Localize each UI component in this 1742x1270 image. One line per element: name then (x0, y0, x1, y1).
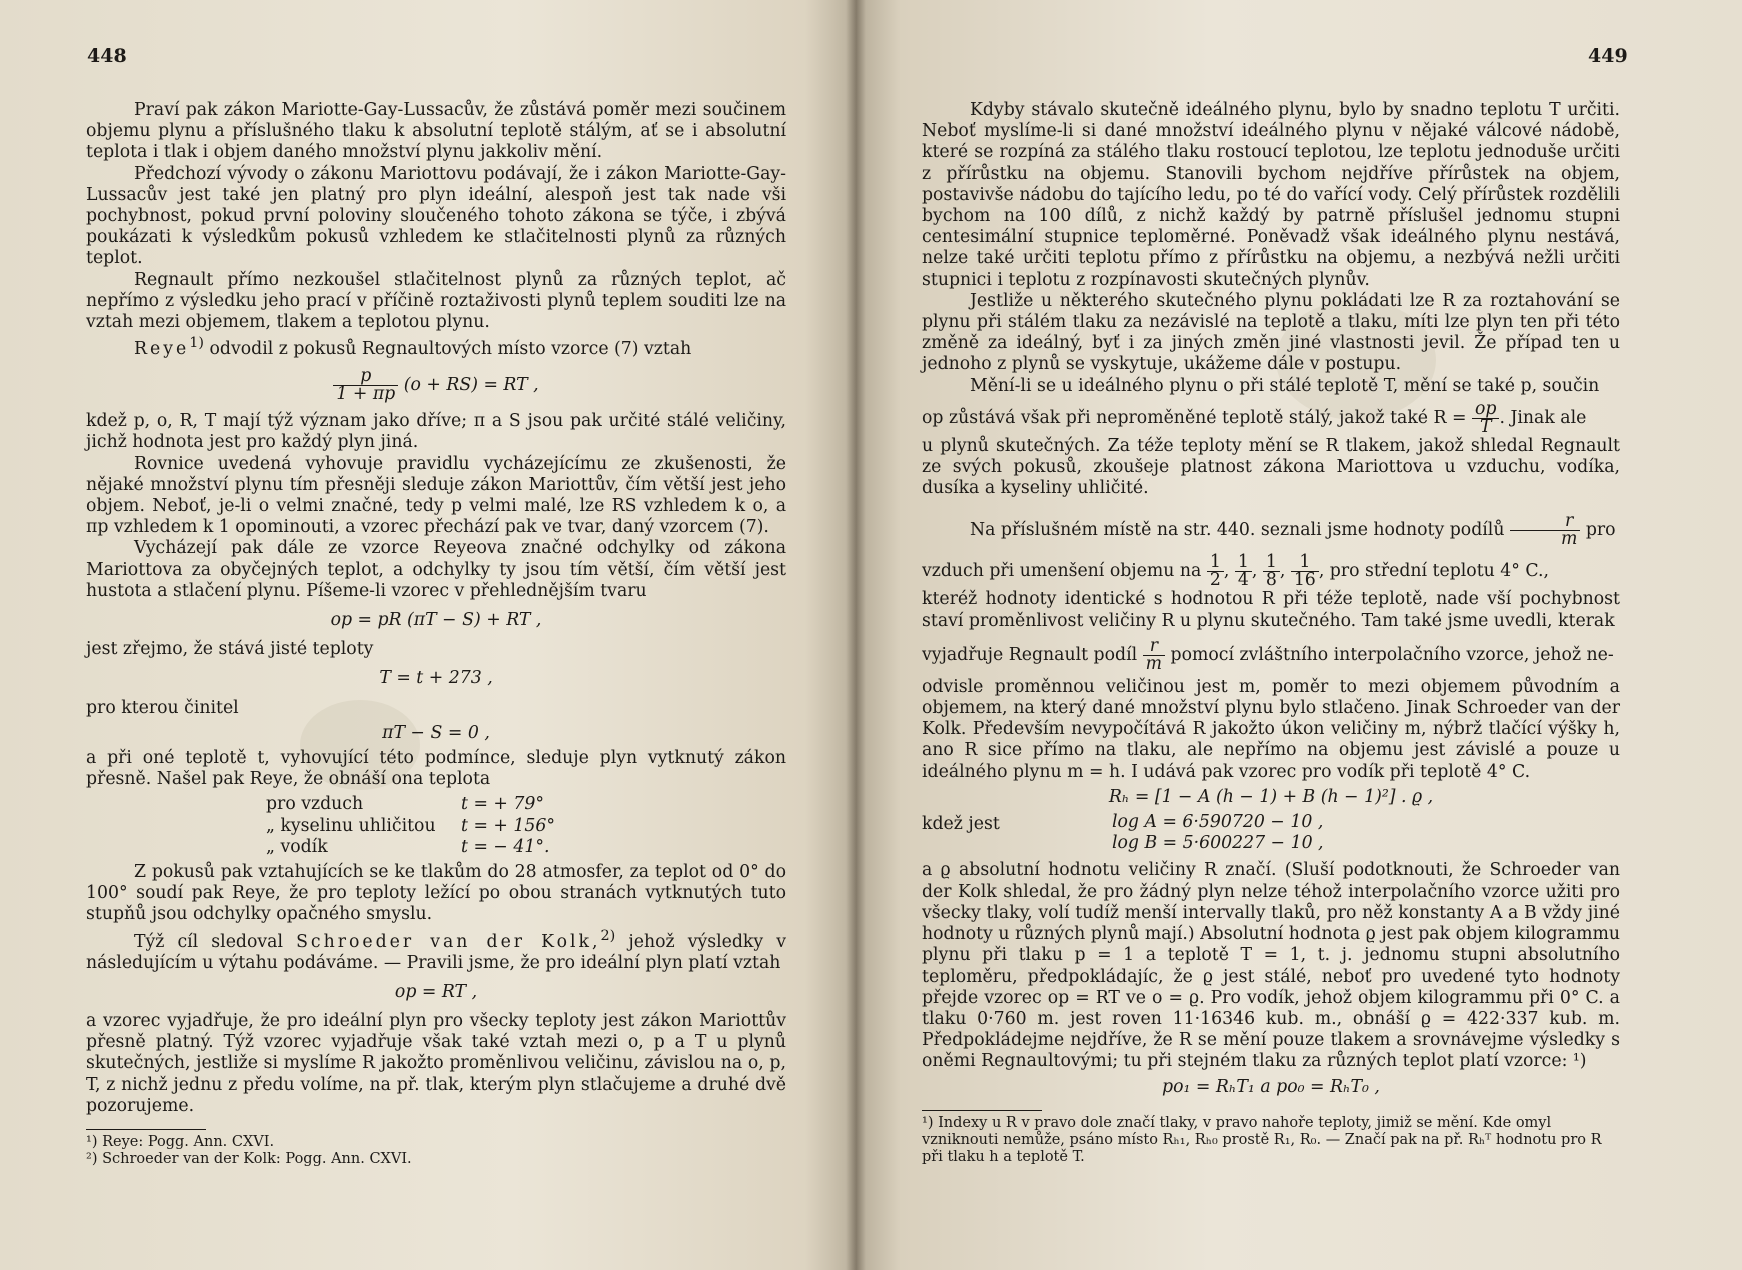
equation (86, 982, 786, 1003)
fraction-denominator: 1 + πp (336, 384, 396, 405)
equation-label: kdež jest (922, 814, 1000, 835)
paragraph (922, 513, 1620, 548)
left-page (0, 0, 856, 1270)
paragraph: Z pokusů pak vztahujících se ke tlakům do 28 atmosfer, za teplot od 0° do 100° soudí pak Reye, že pro teploty ležící po obou stranách vytknutých tuto stupňů jsou odchylky opačného smyslu. (86, 862, 786, 925)
paragraph-text: pro (1580, 520, 1616, 541)
fraction-denominator: 8 (1265, 570, 1277, 591)
paragraph: pro kterou činitel (86, 697, 239, 718)
paragraph: a vzorec vyjadřuje, že pro ideální plyn pro všecky teploty jest zákon Mariottův přesně platný. Týž vzorec vyjadřuje však také vztah mezi o, p a T u plynů skutečných, jestliže si myslíme R jakožto proměnlivou veličinu, závislou na o, p, T, z nichž jednu z předu volíme, na př. tlak, kterým plyn stlačujeme a druhé dvě pozorujeme. (86, 1011, 786, 1116)
fraction (1510, 513, 1580, 548)
fraction-denominator: m (1145, 653, 1163, 674)
equation-text: πT − S = 0 , (382, 722, 490, 743)
table-label: „ vodík (266, 836, 328, 857)
fraction-numerator: p (333, 368, 398, 386)
equation-reye (86, 368, 786, 403)
footnote-rule (922, 1110, 1042, 1111)
right-page (856, 0, 1742, 1270)
paragraph-text: vzduch při umenšení objemu na (922, 561, 1207, 582)
right-text-column (922, 100, 1620, 1166)
equation-text: op = pR (πT − S) + RT , (330, 610, 542, 631)
paragraph (86, 926, 786, 974)
fraction (333, 368, 398, 403)
paragraph: Mění-li se u ideálného plynu o při stálé teplotě T, mění se také p, součin (970, 375, 1600, 396)
footnote-rule (86, 1129, 206, 1130)
table-row (266, 816, 786, 837)
equation-line (1112, 833, 1620, 854)
fraction-numerator: r (1143, 638, 1165, 656)
equation (86, 668, 786, 689)
fraction-denominator: 2 (1209, 570, 1221, 591)
equation-block (922, 812, 1620, 854)
fraction (1472, 398, 1499, 437)
paragraph-text: Týž cíl sledoval (134, 931, 297, 952)
page-number-left: 448 (87, 45, 127, 67)
paragraph: Rovnice uvedená vyhovuje pravidlu vycházejícímu ze zkušenosti, že nějaké množství plynu tím přesněji sleduje zákon Mariottův, čím větší jest jeho objem. Neboť, je-li o velmi značné, tedy p velmi malé, lze RS vzhledem k o, a πp vzhledem k 1 opominouti, a vzorec přechází pak ve tvar, daný vzorcem (7). (86, 453, 786, 538)
footnote-ref: 1) (189, 335, 205, 352)
fraction-denominator: 16 (1293, 570, 1316, 591)
paragraph: jest zřejmo, že stává jisté teploty (86, 639, 374, 660)
equation-text: log B = 5·600227 − 10 , (1112, 833, 1324, 854)
fraction (1263, 554, 1280, 589)
paragraph: Regnault přímo nezkoušel stlačitelnost plynů za různých teplot, ač nepřímo z výsledku jeho prací v příčině roztaživosti plynů teplem souditi lze na vztah mezi objemem, tlakem a teplotou plynu. (86, 269, 786, 333)
book-gutter (846, 0, 866, 1270)
fraction (1235, 554, 1252, 589)
equation (922, 787, 1620, 808)
paragraph-text: vyjadřuje Regnault podíl (922, 644, 1143, 665)
left-text-column (86, 100, 786, 1168)
paragraph (86, 333, 786, 360)
equation-text: Rₕ = [1 − A (h − 1) + B (h − 1)²] . ϱ , (1108, 786, 1434, 807)
paragraph: Vycházejí pak dále ze vzorce Reyeova značné odchylky od zákona Mariottova za obyčejných teplot, a odchylky ty jsou tím větší, čím větší jest hustota a stlačení plynu. Píšeme-li vzorec v přehlednějším tvaru (86, 538, 786, 601)
table-row (266, 837, 786, 858)
paragraph-text: , pro střední teplotu 4° C., (1318, 561, 1549, 582)
footnote: ¹) Reye: Pogg. Ann. CXVI. (86, 1134, 275, 1151)
equation-lines (1112, 812, 1620, 854)
paragraph: a ϱ absolutní hodnotu veličiny R značí. (Sluší podotknouti, že Schroeder van der Kolk shledal, že pro žádný plyn nelze téhož interpolačního vzorce užiti pro všecky tlaky, volí tudíž menší intervally tlaků, pro něž konstanty A a B vždy jiné hodnoty u různých plynů mají.) Absolutní hodnota ϱ jest pak objem kilogrammu plynu při tlaku p = 1 a teplotě T = 1, t. j. jednomu stupni absolutního teploměru, předpokládajíc, že ϱ jest stálé, neboť pro uvedené tyto hodnoty přejde vzorec op = RT ve o = ϱ. Pro vodík, jehož objem kilogrammu při 0° C. a tlaku 0·760 m. jest roven 11·16346 kub. m., obnáší ϱ = 422·337 kub. m. Předpokládejme nejdříve, že R se mění pouze tlakem a srovnávejme výsledky s oněmi Regnaultovými; tu při stejném tlaku za různých teplot platí vzorce: ¹) (922, 860, 1620, 1072)
fraction-numerator: op (1472, 401, 1499, 419)
fraction-numerator: r (1510, 513, 1580, 531)
paragraph-text: pomocí zvláštního interpolačního vzorce, jehož ne- (1165, 644, 1614, 665)
paragraph-text: jehož výsledky v následujícím u výtahu podáváme. — Pravili jsme, že pro ideální plyn platí vztah (86, 931, 786, 973)
paragraph: Kdyby stávalo skutečně ideálného plynu, bylo by snadno teplotu T určiti. Neboť myslíme-li si dané množství ideálného plynu v nějaké válcové nádobě, které se rozpíná za stálého tlaku rostoucí teplotou, lze teplotu jednoduše určiti z přírůstku na objemu. Stanovili bychom nejdříve přírůstek na objem, postavivše nádobu do tajícího ledu, po té do vařící vody. Celý přírůstek rozdělili bychom na 100 dílů, z nichž každý by patrně příslušel jednomu stupni centesimální stupnice teploměrné. Poněvadž však ideálného plynu nestává, nelze také určiti teplotu přímo z přírůstku na objemu, a nezbývá nežli určiti stupnici i teplotu z rozpínavosti skutečných plynův. (922, 100, 1620, 290)
paragraph: Praví pak zákon Mariotte-Gay-Lussacův, že zůstává poměr mezi součinem objemu plynu a příslušného tlaku k absolutní teplotě stálým, ať se i absolutní teplota i tlak i objem daného množství plynu jakkoliv mění. (86, 100, 786, 163)
paragraph: kdež p, o, R, T mají týž význam jako dříve; π a S jsou pak určité stálé veličiny, jichž hodnota jest pro každý plyn jiná. (86, 411, 786, 453)
footnotes (922, 1115, 1620, 1166)
fraction-denominator: m (1560, 529, 1578, 550)
fraction (1291, 554, 1319, 589)
fraction (1207, 554, 1224, 589)
paragraph: Jestliže u některého skutečného plynu pokládati lze R za roztahování se plynu při stálém tlaku za nezávislé na teplotě a tlaku, míti lze plyn ten při této změně za ideálný, byť i za jiných změn jiné vlastnosti jevil. Že případ ten u jednoho z plynů se vyskytuje, ukážeme dále v postupu. (922, 290, 1620, 375)
table-label: pro vzduch (266, 794, 364, 815)
equation-text: po₁ = RₕT₁ a po₀ = RₕT₀ , (1162, 1076, 1380, 1097)
author-name: Reye (134, 339, 190, 359)
paragraph (922, 635, 1620, 674)
paragraph: u plynů skutečných. Za téže teploty mění se R tlakem, jakož shledal Regnault ze svých pokusů, zkoušeje platnost zákona Mariottova u vzduchu, vodíka, dusíka a kyseliny uhličité. (922, 435, 1620, 499)
author-name: Schroeder van der Kolk, (296, 931, 601, 952)
footnote: ²) Schroeder van der Kolk: Pogg. Ann. CXVI. (86, 1151, 412, 1168)
equation-rest: (o + RS) = RT , (398, 375, 539, 396)
page-number-right: 449 (1588, 45, 1628, 67)
fraction-denominator: T (1479, 416, 1492, 437)
fraction-numerator: 1 (1235, 554, 1252, 572)
fraction-numerator: 1 (1263, 554, 1280, 572)
paragraph-text: odvodil z pokusů Regnaultových místo vzorce (7) vztah (204, 339, 692, 359)
footnotes (86, 1134, 786, 1168)
paragraph: kteréž hodnoty identické s hodnotou R při téže teplotě, nade vší pochybnost staví proměnlivost veličiny R u plynu skutečného. Tam také jsme uvedli, kterak (922, 589, 1620, 631)
equation-line (1112, 812, 1620, 833)
fraction-numerator: 1 (1291, 554, 1319, 572)
equation-text: T = t + 273 , (379, 668, 493, 689)
paragraph (922, 398, 1620, 437)
paragraph: vzduch při umenšení objemu na $\frac{1}{2}$ , $\frac{1}{4}$ , $\frac{1}{8}$ , $\frac{1}{16}$ , pro střední teplotu 4° C., (922, 552, 1549, 591)
paragraph-text: Na příslušném místě na str. 440. seznali jsme hodnoty podílů (970, 520, 1510, 541)
table-label: „ kyselinu uhličitou (266, 815, 436, 836)
table-row (266, 794, 786, 815)
paragraph-text: . Jinak ale (1499, 407, 1587, 428)
paragraph-text: op zůstává však při neproměněné teplotě stálý, jakož také R = (922, 407, 1472, 428)
equation (86, 610, 786, 631)
equation (86, 723, 786, 744)
footnote-ref: 2) (600, 927, 616, 944)
temperature-table (266, 794, 786, 858)
paragraph: odvisle proměnnou veličinou jest m, poměr to mezi objemem původním a objemem, na který dané množství plynu bylo stlačeno. Jinak Schroeder van der Kolk. Především nevypočítává R jakožto úkon veličiny m, nýbrž tlačící výšky h, ano R sice přímo na tlaku, ale nepřímo na objemu jest závislé a pouze u ideálného plynu m = h. I udává pak vzorec pro vodík při teplotě 4° C. (922, 676, 1620, 782)
fraction-numerator: 1 (1207, 554, 1224, 572)
fraction (1143, 635, 1165, 674)
table-value: t = + 79° (461, 794, 545, 815)
paragraph: a při oné teplotě t, vyhovující této podmínce, sleduje plyn vytknutý zákon přesně. Našel pak Reye, že obnáší ona teplota (86, 748, 786, 790)
table-value: t = + 156° (461, 815, 556, 836)
fraction-denominator: 4 (1237, 570, 1249, 591)
table-value: t = − 41°. (461, 836, 550, 857)
footnote: ¹) Indexy u R v pravo dole značí tlaky, v pravo nahoře teploty, jimiž se mění. Kde omyl vzniknouti nemůže, psáno místo Rₕ₁, Rₕ₀ prostě R₁, R₀. — Značí pak na př. Rₕᵀ hodnotu pro R při tlaku h a teplotě T. (922, 1114, 1602, 1165)
equation (922, 1077, 1620, 1098)
paragraph: Předchozí vývody o zákonu Mariottovu podávají, že i zákon Mariotte-Gay-Lussacův jest také jen platný pro plyn ideální, alespoň jest tak nade vši pochybnost, pokud první poloviny sloučeného tohoto zákona se týče, i zbývá poukázati k výsledkům pokusů vzhledem ke stlačitelnosti plynů za různých teplot. (86, 163, 786, 269)
equation-text: log A = 6·590720 − 10 , (1112, 812, 1324, 833)
equation-text: op = RT , (394, 981, 478, 1002)
